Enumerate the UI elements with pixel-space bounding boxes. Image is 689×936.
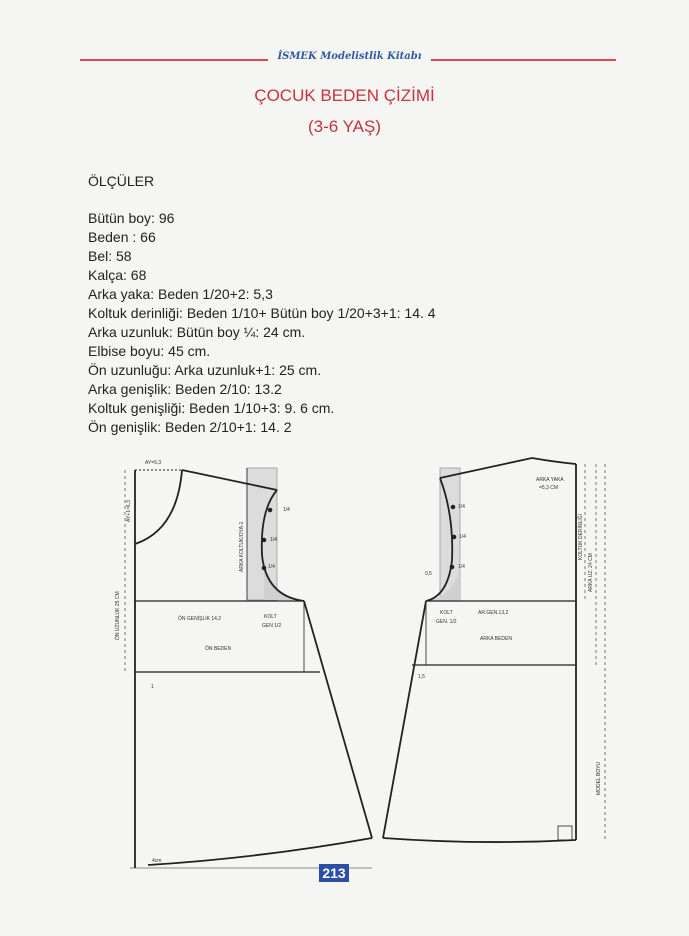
- front-quarter-label: 1/4: [270, 537, 277, 543]
- back-piece-label: ARKA BEDEN: [480, 636, 512, 642]
- back-length-label: ARKA UZ. 24 CM: [588, 553, 594, 592]
- front-piece-label: ÖN BEDEN: [205, 646, 232, 652]
- measurement-item: Elbise boyu: 45 cm.: [88, 343, 211, 359]
- back-armhole-width-label: KOLT: [440, 610, 453, 616]
- front-quarter-label: 1/4: [283, 507, 290, 513]
- measurement-item: Arka genişlik: Beden 2/10: 13.2: [88, 381, 282, 397]
- back-quarter-label: 1/4: [458, 504, 465, 510]
- back-quarter-label: 1/4: [459, 534, 466, 540]
- front-armhole-width-label: KOLT: [264, 614, 277, 620]
- back-neck-label: =5,3 CM: [539, 485, 559, 491]
- page-title: ÇOCUK BEDEN ÇİZİMİ: [254, 86, 435, 105]
- measurement-item: Ön genişlik: Beden 2/10+1: 14. 2: [88, 419, 292, 435]
- back-quarter-dot: [450, 565, 454, 569]
- back-quarter-dot: [452, 535, 456, 539]
- front-side-seam: [304, 601, 372, 838]
- measurement-item: Arka uzunluk: Bütün boy ¼: 24 cm.: [88, 324, 306, 340]
- page-subtitle: (3-6 YAŞ): [307, 117, 382, 136]
- front-neck-label: AY=5,3: [145, 460, 162, 466]
- back-neckline: [532, 458, 576, 464]
- back-dress-length-label: MODEL BOYU: [596, 761, 602, 795]
- back-shift-label: 0,5: [425, 571, 432, 577]
- back-quarter-label: 1/4: [458, 564, 465, 570]
- measurement-item: Kalça: 68: [88, 267, 147, 283]
- measurement-item: Bel: 58: [88, 248, 132, 264]
- back-armhole-width-label: GEN. 1/2: [436, 619, 457, 625]
- front-hip-mark: 1: [151, 684, 154, 690]
- front-quarter-label: 1/4: [268, 564, 275, 570]
- back-side-seam: [383, 601, 426, 838]
- back-hip-mark: 1,5: [418, 674, 425, 680]
- front-hem: [148, 838, 372, 865]
- back-armhole-depth-label: KOLTUK DERİNLİĞİ: [578, 513, 584, 560]
- front-width-label: ÖN GENİŞLİK 14,2: [178, 616, 222, 622]
- front-quarter-dot: [268, 508, 272, 512]
- front-piece: [125, 468, 372, 868]
- front-length-label: ÖN UZUNLUK 25 CM: [115, 591, 121, 640]
- page-number: 213: [319, 864, 349, 882]
- front-quarter-dot: [262, 538, 266, 542]
- front-neck-depth-label: AY+1=6,3: [126, 500, 132, 522]
- front-neckline: [135, 470, 182, 544]
- measurement-item: Beden : 66: [88, 229, 156, 245]
- book-title: İSMEK Modelistlik Kitabı: [277, 51, 422, 62]
- back-hem: [383, 838, 576, 842]
- back-hem-square: [558, 826, 572, 840]
- measurement-item: Koltuk derinliği: Beden 1/10+ Bütün boy 1/20+3+1: 14. 4: [88, 305, 436, 321]
- measurement-item: Bütün boy: 96: [88, 210, 175, 226]
- front-armhole-width-label: GEN 1/2: [262, 623, 282, 629]
- front-quarter-dot: [262, 566, 266, 570]
- measurement-item: Koltuk genişliği: Beden 1/10+3: 9. 6 cm.: [88, 400, 335, 416]
- measurements-heading: ÖLÇÜLER: [88, 173, 155, 189]
- back-neck-label: ARKA YAKA: [536, 477, 564, 483]
- front-armhole-label: ARKA KOLTUK/OYA-1: [239, 521, 245, 572]
- front-hem-mark: 4cm: [152, 858, 162, 864]
- back-piece: [383, 458, 605, 842]
- back-quarter-dot: [451, 505, 455, 509]
- back-width-label: AR.GEN.13,2: [478, 610, 509, 616]
- measurement-item: Ön uzunluğu: Arka uzunluk+1: 25 cm.: [88, 362, 322, 378]
- measurement-item: Arka yaka: Beden 1/20+2: 5,3: [88, 286, 273, 302]
